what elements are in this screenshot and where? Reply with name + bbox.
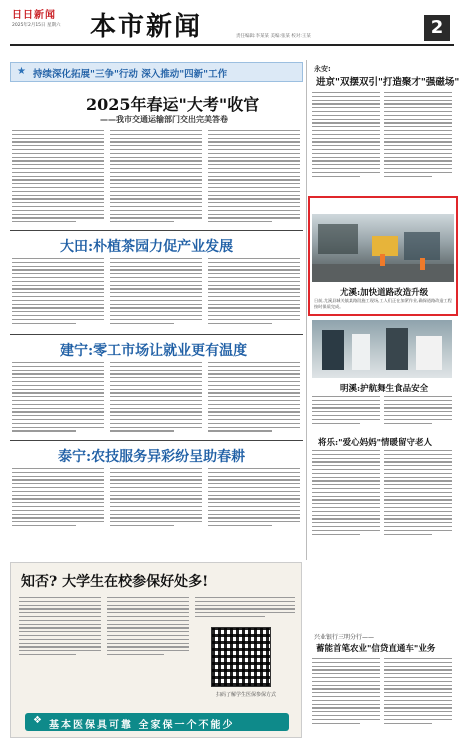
youxi-caption: 日前,尤溪县城关镇某路段施工现场,工人们正在加紧作业,确保道路改造工程按时保质完成。 <box>314 298 452 309</box>
main-headline: 2025年春运"大考"收官 <box>86 95 260 114</box>
jiangle-col-2 <box>384 450 452 537</box>
divider <box>10 334 303 335</box>
food-safety-photo <box>312 320 452 378</box>
leaf-icon: ❖ <box>33 715 42 726</box>
footer-banner <box>25 713 289 731</box>
mingxi-col-1 <box>312 396 380 426</box>
column-rule <box>306 60 307 560</box>
ad-col-3 <box>195 597 295 620</box>
page-number-badge <box>424 15 450 41</box>
bank-kicker: 兴业银行三明分行—— <box>314 634 375 641</box>
datian-col-1 <box>12 258 104 326</box>
main-subhead: ——我市交通运输部门交出完美答卷 <box>100 115 228 124</box>
jianning-col-3 <box>208 362 300 434</box>
star-icon: ★ <box>17 66 26 77</box>
editor-line: 责任编辑:李某某 美编:张某 校对:王某 <box>236 34 311 39</box>
bank-col-2 <box>384 658 452 726</box>
taining-col-2 <box>110 468 202 529</box>
newspaper-logo: 日日新闻 <box>12 10 56 21</box>
page-number: 2 <box>430 17 444 38</box>
bank-headline: 蓄能首笔农业"信贷直通车"业务 <box>316 644 436 654</box>
masthead <box>0 0 464 46</box>
divider <box>10 230 303 231</box>
jianning-col-2 <box>110 362 202 434</box>
yongan-kicker: 永安: <box>314 65 331 73</box>
theme-banner <box>10 62 303 82</box>
jiangle-col-1 <box>312 450 380 537</box>
youxi-headline: 尤溪:加快道路改造升级 <box>340 288 429 298</box>
ad-col-1 <box>19 597 101 658</box>
yongan-col-1 <box>312 92 380 179</box>
taining-col-1 <box>12 468 104 529</box>
issue-date: 2025年2月15日 星期六 <box>12 23 61 28</box>
datian-col-2 <box>110 258 202 326</box>
main-article-col-2 <box>110 130 202 225</box>
datian-col-3 <box>208 258 300 326</box>
qr-code <box>211 627 271 687</box>
main-article-col-1 <box>12 130 104 225</box>
ad-headline: 知否? 大学生在校参保好处多! <box>21 574 209 590</box>
mingxi-headline: 明溪:护航舞生食品安全 <box>340 384 429 394</box>
road-construction-photo <box>312 214 454 282</box>
youxi-photo-box <box>308 196 458 316</box>
main-article-col-3 <box>208 130 300 225</box>
datian-headline: 大田:朴植茶园力促产业发展 <box>60 239 234 255</box>
jiangle-headline: 将乐:"爱心妈妈"情暖留守老人 <box>318 438 432 448</box>
taining-col-3 <box>208 468 300 529</box>
insurance-ad <box>10 562 302 738</box>
bank-col-1 <box>312 658 380 726</box>
ad-col-2 <box>107 597 189 658</box>
mingxi-col-2 <box>384 396 452 426</box>
jianning-headline: 建宁:零工市场让就业更有温度 <box>60 343 248 359</box>
divider <box>10 440 303 441</box>
section-title: 本市新闻 <box>90 12 203 42</box>
footer-banner-text: 基本医保具可靠 全家保一个不能少 <box>49 720 235 731</box>
qr-caption: 扫码了解学生医保参保方式 <box>215 692 276 698</box>
jianning-col-1 <box>12 362 104 434</box>
taining-headline: 泰宁:农技服务异彩纷呈助春耕 <box>58 449 246 465</box>
yongan-headline: 进京"双摆双引"打造聚才"强磁场" <box>316 77 460 88</box>
banner-text: 持续深化拓展"三争"行动 深入推动"四新"工作 <box>33 69 228 80</box>
masthead-rule <box>10 44 454 46</box>
yongan-col-2 <box>384 92 452 179</box>
